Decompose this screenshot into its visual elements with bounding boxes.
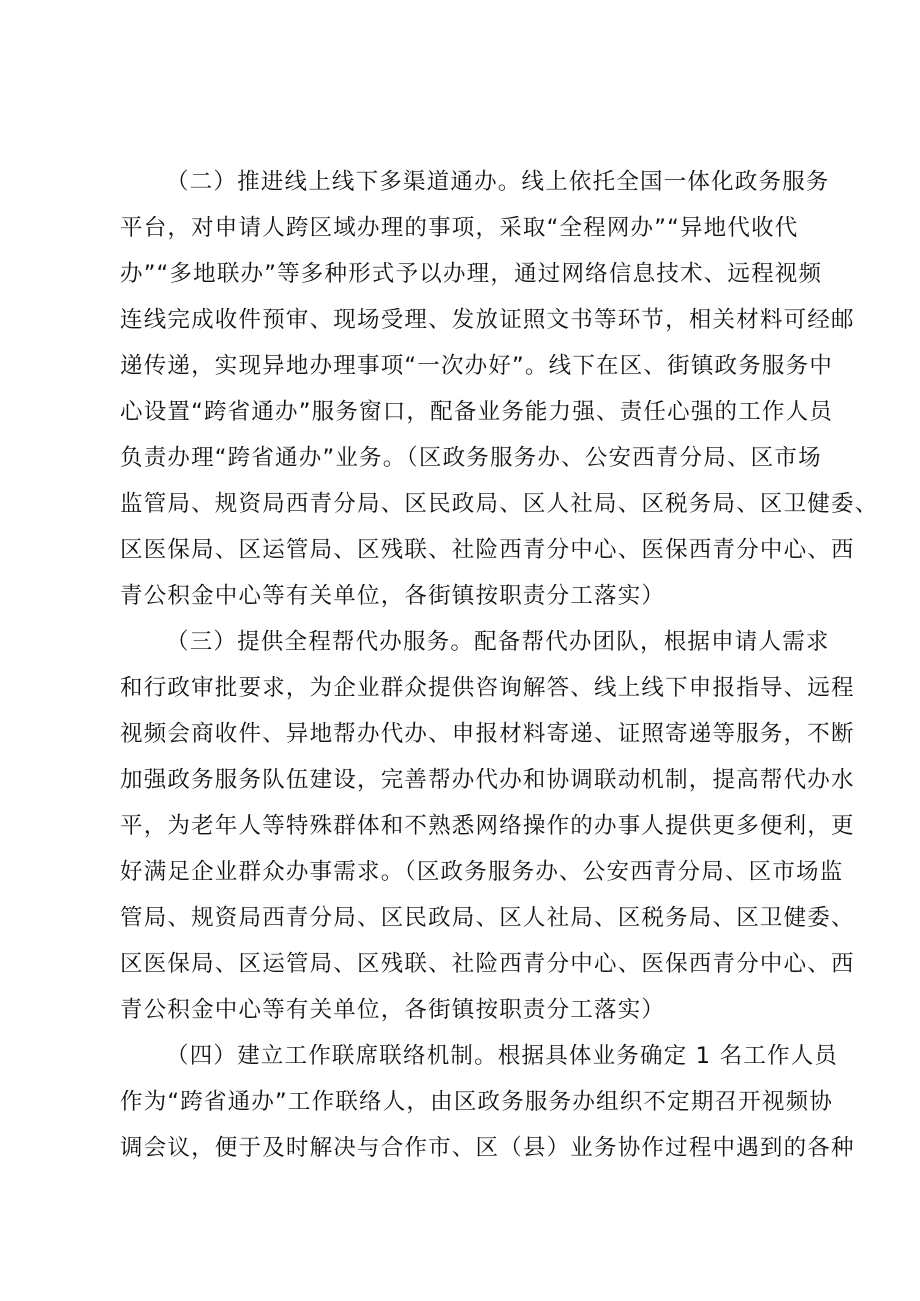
paragraph-line: 和行政审批要求，为企业群众提供咨询解答、线上线下申报指导、远程: [120, 675, 855, 701]
paragraph-line: 平台，对申请人跨区域办理的事项，采取“全程网办”“异地代收代: [120, 215, 799, 241]
paragraph-line: 视频会商收件、异地帮办代办、申报材料寄递、证照寄递等服务，不断: [120, 721, 855, 747]
paragraph-line: 监管局、规资局西青分局、区民政局、区人社局、区税务局、区卫健委、: [120, 491, 879, 517]
paragraph-line: 作为“跨省通办”工作联络人，由区政务服务办组织不定期召开视频协: [120, 1089, 834, 1115]
paragraph-line: 区医保局、区运管局、区残联、社险西青分中心、医保西青分中心、西: [120, 537, 855, 563]
paragraph-line: 青公积金中心等有关单位，各街镇按职责分工落实）: [120, 997, 666, 1023]
paragraph-line: 心设置“跨省通办”服务窗口，配备业务能力强、责任心强的工作人员: [120, 399, 834, 425]
paragraph-line: 青公积金中心等有关单位，各街镇按职责分工落实）: [120, 583, 666, 609]
paragraph-line: 连线完成收件预审、现场受理、发放证照文书等环节，相关材料可经邮: [120, 307, 855, 333]
paragraph-line: 加强政务服务队伍建设，完善帮办代办和协调联动机制，提高帮代办水: [120, 767, 855, 793]
paragraph-line: 负责办理“跨省通办”业务。（区政务服务办、公安西青分局、区市场: [120, 445, 822, 471]
paragraph-line: 好满足企业群众办事需求。（区政务服务办、公安西青分局、区市场监: [120, 859, 844, 885]
paragraph-line: 递传递，实现异地办理事项“一次办好”。线下在区、街镇政务服务中: [120, 353, 834, 379]
paragraph-line: 办”“多地联办”等多种形式予以办理，通过网络信息技术、远程视频: [120, 261, 823, 287]
paragraph-line: 区医保局、区运管局、区残联、社险西青分中心、医保西青分中心、西: [120, 951, 855, 977]
paragraph-line: 平，为老年人等特殊群体和不熟悉网络操作的办事人提供更多便利，更: [120, 813, 855, 839]
paragraph-line: （四）建立工作联席联络机制。根据具体业务确定 1 名工作人员: [166, 1043, 839, 1069]
paragraph-line: 调会议，便于及时解决与合作市、区（县）业务协作过程中遇到的各种: [120, 1135, 855, 1161]
paragraph-line: 管局、规资局西青分局、区民政局、区人社局、区税务局、区卫健委、: [120, 905, 855, 931]
paragraph-line: （三）提供全程帮代办服务。配备帮代办团队，根据申请人需求: [166, 629, 830, 655]
paragraph-line: （二）推进线上线下多渠道通办。线上依托全国一体化政务服务: [166, 169, 830, 195]
